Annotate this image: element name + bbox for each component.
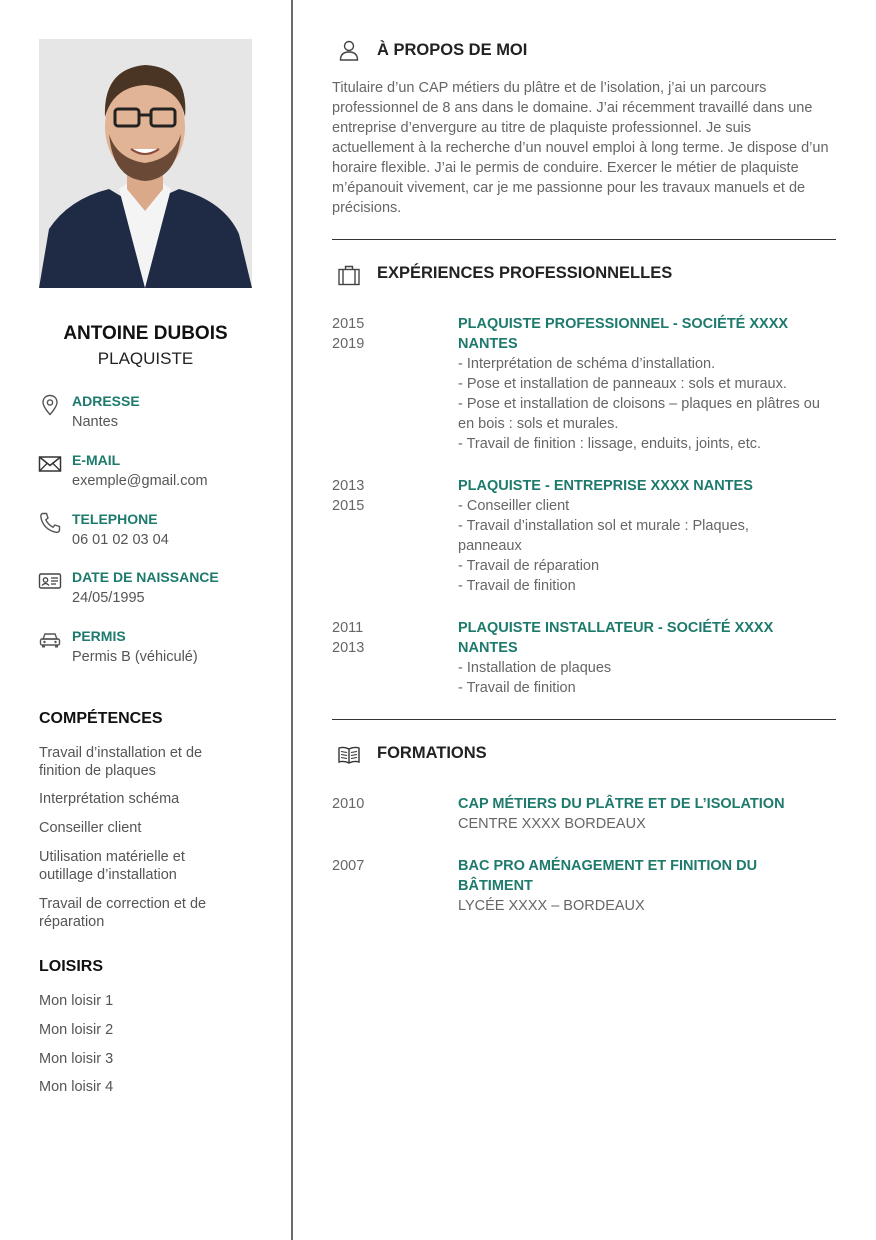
task-item: - Travail de finition bbox=[458, 578, 576, 594]
skill-item: Interprétation schéma bbox=[39, 791, 180, 807]
experience-tasks bbox=[458, 354, 836, 454]
about-heading: À PROPOS DE MOI bbox=[377, 41, 528, 59]
task-item: - Travail de finition bbox=[458, 680, 576, 696]
envelope-icon bbox=[38, 452, 62, 476]
hobby-item: Mon loisir 2 bbox=[39, 1022, 114, 1038]
experience-title: PLAQUISTE - ENTREPRISE XXXX NANTES bbox=[458, 478, 753, 494]
about-text: Titulaire d’un CAP métiers du plâtre et de l’isolation, j’ai un parcours professionnel de 8 ans dans le domaine. J’ai récemment travaillé dans une entreprise d’envergure au titre de plaquiste professionnel. Je suis actuellement à la recherche d’un nouvel emploi à long terme. Je dispose d’un horaire flexible. J’ai le permis de conduire. Exercer le métier de plaquiste m’épanouit vivement, car je me passionne pour les travaux manuels et de précisions. bbox=[332, 80, 829, 216]
contact-value: Nantes bbox=[72, 414, 118, 430]
car-icon bbox=[38, 628, 62, 652]
profile-photo bbox=[39, 39, 252, 288]
task-item: - Conseiller client bbox=[458, 498, 570, 514]
experience-tasks bbox=[458, 496, 788, 596]
hobbies-heading: LOISIRS bbox=[39, 958, 104, 975]
skill-item: Travail d’installation et de finition de plaques bbox=[39, 745, 203, 779]
task-item: - Pose et installation de cloisons – plaques en plâtres ou en bois : sols et murales. bbox=[458, 396, 820, 432]
education-year: 2007 bbox=[332, 858, 365, 874]
experience-tasks bbox=[458, 658, 836, 698]
task-item: - Travail de finition : lissage, enduits, joints, etc. bbox=[458, 436, 762, 452]
experience-heading: EXPÉRIENCES PROFESSIONNELLES bbox=[377, 264, 673, 282]
year-end: 2015 bbox=[332, 498, 365, 514]
phone-icon bbox=[38, 511, 62, 535]
task-item: - Travail de réparation bbox=[458, 558, 600, 574]
skills-heading: COMPÉTENCES bbox=[39, 710, 163, 727]
location-pin-icon bbox=[38, 393, 62, 417]
year-start: 2011 bbox=[332, 620, 364, 636]
education-school: LYCÉE XXXX – BORDEAUX bbox=[458, 898, 645, 914]
contact-label: PERMIS bbox=[72, 628, 126, 644]
skill-item: Utilisation matérielle et outillage d’installation bbox=[39, 849, 185, 883]
contact-label: DATE DE NAISSANCE bbox=[72, 569, 219, 585]
section-divider bbox=[332, 719, 836, 720]
experience-years bbox=[332, 476, 364, 516]
experience-years bbox=[332, 314, 364, 354]
experience-years bbox=[332, 618, 364, 658]
education-year: 2010 bbox=[332, 796, 365, 812]
sidebar bbox=[0, 0, 291, 1240]
contact-value: 24/05/1995 bbox=[72, 590, 145, 606]
education-title: BAC PRO AMÉNAGEMENT ET FINITION DU BÂTIMENT bbox=[458, 858, 758, 894]
open-book-icon bbox=[337, 743, 361, 767]
contact-label: TELEPHONE bbox=[72, 511, 158, 527]
briefcase-icon bbox=[337, 263, 361, 287]
hobby-item: Mon loisir 3 bbox=[39, 1051, 114, 1067]
experience-title: PLAQUISTE INSTALLATEUR - SOCIÉTÉ XXXX NANTES bbox=[458, 620, 774, 656]
task-item: - Interprétation de schéma d’installation. bbox=[458, 356, 716, 372]
column-divider bbox=[291, 0, 293, 1240]
hobby-item: Mon loisir 4 bbox=[39, 1079, 114, 1095]
education-heading: FORMATIONS bbox=[377, 744, 487, 762]
hobby-item: Mon loisir 1 bbox=[39, 993, 114, 1009]
task-item: - Installation de plaques bbox=[458, 660, 612, 676]
id-card-icon bbox=[38, 569, 62, 593]
skill-item: Conseiller client bbox=[39, 820, 142, 836]
experience-title: PLAQUISTE PROFESSIONNEL - SOCIÉTÉ XXXX NANTES bbox=[458, 316, 789, 352]
person-icon bbox=[337, 38, 361, 62]
contact-value: Permis B (véhiculé) bbox=[72, 649, 198, 665]
contact-value: 06 01 02 03 04 bbox=[72, 532, 169, 548]
task-item: - Travail d’installation sol et murale : Plaques, panneaux bbox=[458, 518, 749, 554]
candidate-job-title: PLAQUISTE bbox=[97, 349, 194, 368]
skill-item: Travail de correction et de réparation bbox=[39, 896, 207, 930]
contact-label: E-MAIL bbox=[72, 452, 121, 468]
education-school: CENTRE XXXX BORDEAUX bbox=[458, 816, 646, 832]
year-end: 2013 bbox=[332, 640, 365, 656]
section-divider bbox=[332, 239, 836, 240]
candidate-name: ANTOINE DUBOIS bbox=[63, 323, 228, 344]
year-start: 2015 bbox=[332, 316, 365, 332]
year-end: 2019 bbox=[332, 336, 365, 352]
year-start: 2013 bbox=[332, 478, 365, 494]
task-item: - Pose et installation de panneaux : sols et muraux. bbox=[458, 376, 787, 392]
contact-label: ADRESSE bbox=[72, 393, 140, 409]
contact-value: exemple@gmail.com bbox=[72, 473, 208, 489]
education-title: CAP MÉTIERS DU PLÂTRE ET DE L’ISOLATION bbox=[458, 796, 785, 812]
